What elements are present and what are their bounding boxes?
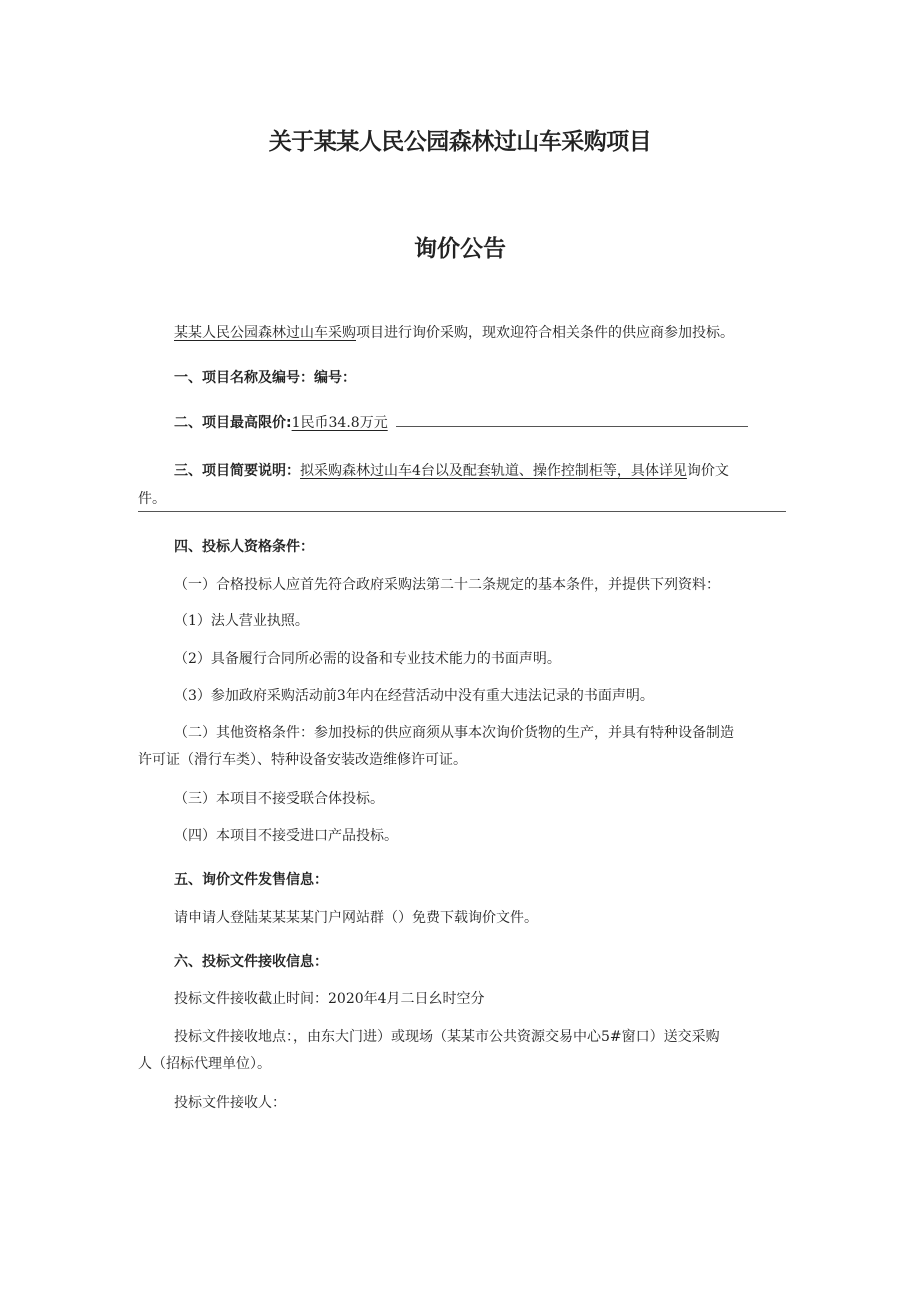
- project-name: 某某人民公园森林过山车采购: [174, 325, 356, 341]
- submission-place: 投标文件接收地点：，由东大门进）或现场（某某市公共资源交易中心5#窗口）送交采购: [174, 1029, 720, 1045]
- section-2-heading: 二、项目最高限价:: [174, 415, 292, 431]
- qualification-1-item-1: （1）法人营业执照。: [174, 613, 309, 629]
- fill-line: [396, 413, 748, 427]
- section-3-description: 拟采购森林过山车4台以及配套轨道、操作控制柜等，具体详见: [300, 463, 687, 479]
- qualification-2-continued: 许可证（滑行车类）、特种设备安装改造维修许可证。: [138, 752, 467, 768]
- section-3-heading: 三、项目简要说明：: [174, 463, 300, 479]
- qualification-2: （二）其他资格条件：参加投标的供应商须从事本次询价货物的生产，并具有特种设备制造: [174, 725, 734, 741]
- submission-deadline: 投标文件接收截止时间：2020年4月二日幺时空分: [174, 991, 485, 1007]
- intro-paragraph: [138, 323, 788, 343]
- qualification-1: （一）合格投标人应首先符合政府采购法第二十二条规定的基本条件，并提供下列资料：: [174, 577, 720, 593]
- max-price-value: 1民币34.8万元: [291, 415, 388, 431]
- section-5-text: 请申请人登陆某某某某门户网站群（）免费下载询价文件。: [174, 910, 538, 926]
- section-3: [138, 461, 788, 481]
- divider-line: [138, 511, 786, 512]
- qualification-4: （四）本项目不接受进口产品投标。: [174, 828, 398, 844]
- section-1-text: 编号：: [314, 370, 356, 386]
- section-1: [138, 368, 788, 388]
- qualification-1-item-3: （3）参加政府采购活动前3年内在经营活动中没有重大违法记录的书面声明。: [174, 688, 654, 704]
- qualification-1-item-2: （2）具备履行合同所必需的设备和专业技术能力的书面声明。: [174, 651, 561, 667]
- document-title: 关于某某人民公园森林过山车采购项目: [268, 129, 652, 155]
- section-3-continued: 件。: [138, 491, 166, 507]
- section-2: [138, 413, 788, 433]
- submission-place-continued: 人（招标代理单位）。: [138, 1056, 271, 1072]
- section-3-text: 询价文: [686, 463, 729, 479]
- intro-text: 项目进行询价采购，现欢迎符合相关条件的供应商参加投标。: [356, 325, 734, 341]
- section-4-heading: 四、投标人资格条件：: [174, 539, 314, 555]
- qualification-3: （三）本项目不接受联合体投标。: [174, 791, 384, 807]
- section-5-heading: 五、询价文件发售信息：: [174, 872, 328, 888]
- submission-receiver: 投标文件接收人：: [174, 1095, 286, 1111]
- section-6-heading: 六、投标文件接收信息：: [174, 954, 328, 970]
- section-1-heading: 一、项目名称及编号：: [174, 370, 314, 386]
- document-subtitle: 询价公告: [414, 236, 506, 262]
